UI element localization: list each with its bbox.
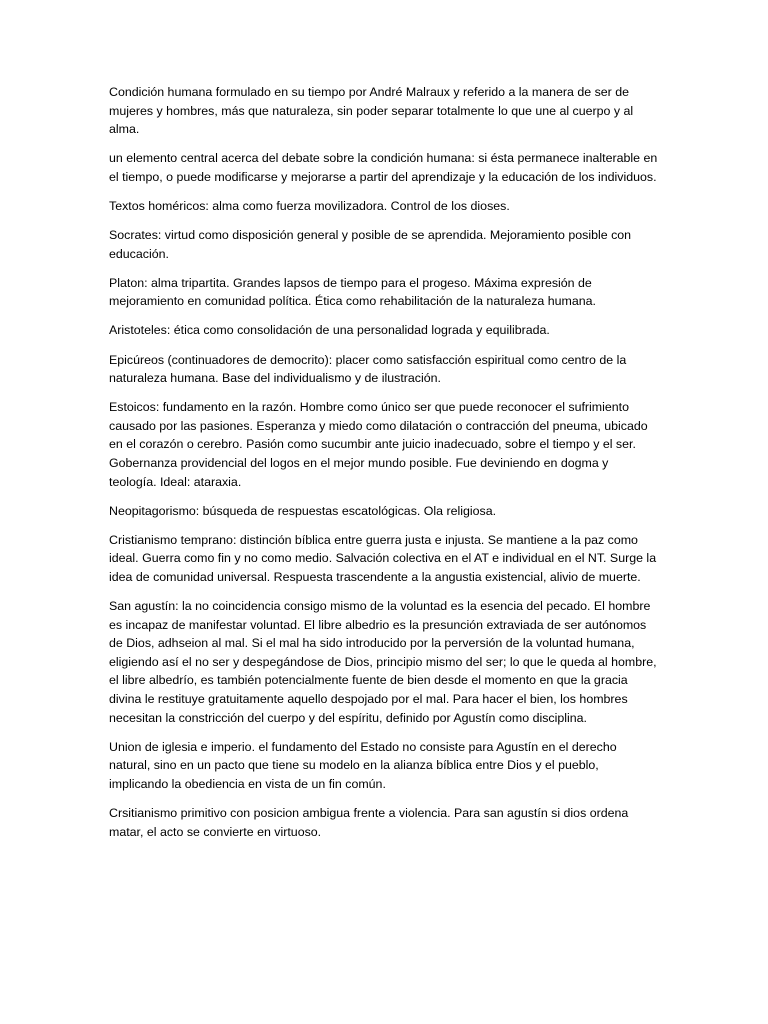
paragraph-neopitagorismo: Neopitagorismo: búsqueda de respuestas escatológicas. Ola religiosa. [109, 503, 497, 518]
paragraph-platon: Platon: alma tripartita. Grandes lapsos de tiempo para el progeso. Máxima expresión de mejoramiento en comunidad política. Ética como rehabilitación de la naturaleza humana. [109, 275, 596, 309]
paragraph-elemento-central: un elemento central acerca del debate sobre la condición humana: si ésta permanece inalterable en el tiempo, o puede modificarse y mejorarse a partir del aprendizaje y la educación de los individuos. [109, 151, 658, 184]
paragraph-union-iglesia-imperio: Union de iglesia e imperio. el fundamento del Estado no consiste para Agustín en el derecho natural, sino en un pacto que tiene su modelo en la alianza bíblica entre Dios y el pueblo, implicando la obediencia en vista de un fin común. [109, 739, 617, 791]
paragraph-cristianismo-temprano: Cristianismo temprano: distinción bíblica entre guerra justa e injusta. Se mantiene a la paz como ideal. Guerra como fin y no como medio. Salvación colectiva en el AT e individual en el NT. Surge la idea de comunidad universal. Respuesta trascendente a la angustia existencial, alivio de muerte. [109, 532, 657, 584]
paragraph-socrates: Socrates: virtud como disposición general y posible de se aprendida. Mejoramiento posible con educación. [109, 228, 632, 261]
paragraph-aristoteles: Aristoteles: ética como consolidación de una personalidad lograda y equilibrada. [109, 323, 550, 338]
paragraph-cristianismo-primitivo: Crsitianismo primitivo con posicion ambigua frente a violencia. Para san agustín si dios ordena matar, el acto se convierte en virtuoso. [109, 806, 629, 839]
paragraph-epicureos: Epicúreos (continuadores de democrito): placer como satisfacción espiritual como centro de la naturaleza humana. Base del individualismo y de ilustración. [109, 352, 627, 386]
paragraph-condicion-humana: Condición humana formulado en su tiempo por André Malraux y referido a la manera de ser de mujeres y hombres, más que naturaleza, sin poder separar totalmente lo que une al cuerpo y al alma. [109, 85, 634, 137]
document-body [109, 83, 659, 852]
paragraph-san-agustin: San agustín: la no coincidencia consigo mismo de la voluntad es la esencia del pecado. El hombre es incapaz de manifestar voluntad. El libre albedrio es la presunción extraviada de ser autónomos de Dios, adhseion al mal. Si el mal ha sido introducido por la perversión de la voluntad humana, eligiendo así el no ser y despegándose de Dios, principio mismo del ser; lo que le queda al hombre, el libre albedrío, es también potencialmente fuente de bien desde el momento en que la gracia divina le restituye gratuitamente aquello despojado por el mal. Para hacer el bien, los hombres necesitan la constricción del cuerpo y del espíritu, definido por Agustín como disciplina. [109, 599, 657, 725]
paragraph-textos-homericos: Textos homéricos: alma como fuerza movilizadora. Control de los dioses. [109, 198, 510, 213]
paragraph-estoicos: Estoicos: fundamento en la razón. Hombre como único ser que puede reconocer el sufrimiento causado por las pasiones. Esperanza y miedo como dilatación o contracción del pneuma, ubicado en el corazón o cerebro. Pasión como sucumbir ante juicio inadecuado, sobre el tiempo y el ser. Gobernanza providencial del logos en el mejor mundo posible. Fue deviniendo en dogma y teología. Ideal: ataraxia. [109, 400, 648, 489]
